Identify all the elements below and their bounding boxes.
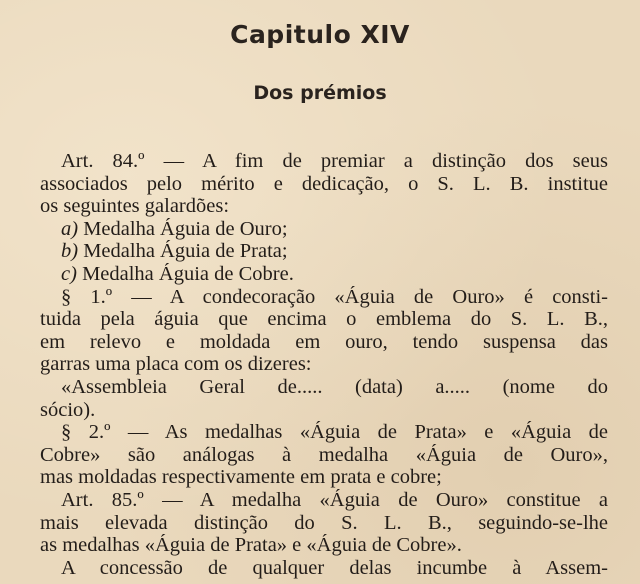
section-title: Dos prémios — [253, 82, 387, 104]
text-line: Art. 85.º — A medalha «Águia de Ouro» constitue a — [61, 488, 608, 511]
text-line: em relevo e moldada em ouro, tendo suspensa das — [40, 330, 608, 353]
text-line: as medalhas «Águia de Prata» e «Águia de Cobre». — [40, 534, 462, 557]
text-line: tuida pela águia que encima o emblema do S. L. B., — [40, 308, 608, 331]
text-line — [40, 263, 608, 286]
list-item-letter: b) — [61, 240, 79, 263]
body-text — [40, 150, 608, 579]
text-line: § 2.º — As medalhas «Águia de Prata» e «Águia de — [61, 421, 608, 444]
text-line: sócio). — [40, 398, 96, 421]
list-item-letter: a) — [61, 217, 79, 240]
text-line: associados pelo mérito e dedicação, o S. L. B. institue — [40, 172, 608, 195]
text-line: § 1.º — A condecoração «Águia de Ouro» é consti- — [61, 285, 608, 308]
text-line: Art. 84.º — A fim de premiar a distinção dos seus — [61, 150, 608, 172]
text-line: mais elevada distinção do S. L. B., seguindo-se-lhe — [40, 511, 608, 534]
list-item-text: Medalha Águia de Ouro; — [78, 217, 288, 240]
chapter-title: Capitulo XIV — [230, 20, 410, 49]
text-line: mas moldadas respectivamente em prata e cobre; — [40, 466, 442, 489]
text-line: A concessão de qualquer delas incumbe à Assem- — [61, 556, 608, 579]
list-item-text: Medalha Águia de Prata; — [78, 240, 288, 263]
text-line: Cobre» são análogas à medalha «Águia de Ouro», — [40, 443, 608, 466]
text-line: garras uma placa com os dizeres: — [40, 353, 312, 376]
list-item-letter: c) — [61, 262, 77, 285]
text-line: os seguintes galardões: — [40, 195, 230, 218]
text-line: «Assembleia Geral de..... (data) a..... (nome do — [61, 375, 608, 398]
text-line — [40, 240, 608, 263]
list-item-text: Medalha Águia de Cobre. — [76, 262, 294, 285]
text-line — [40, 218, 608, 241]
